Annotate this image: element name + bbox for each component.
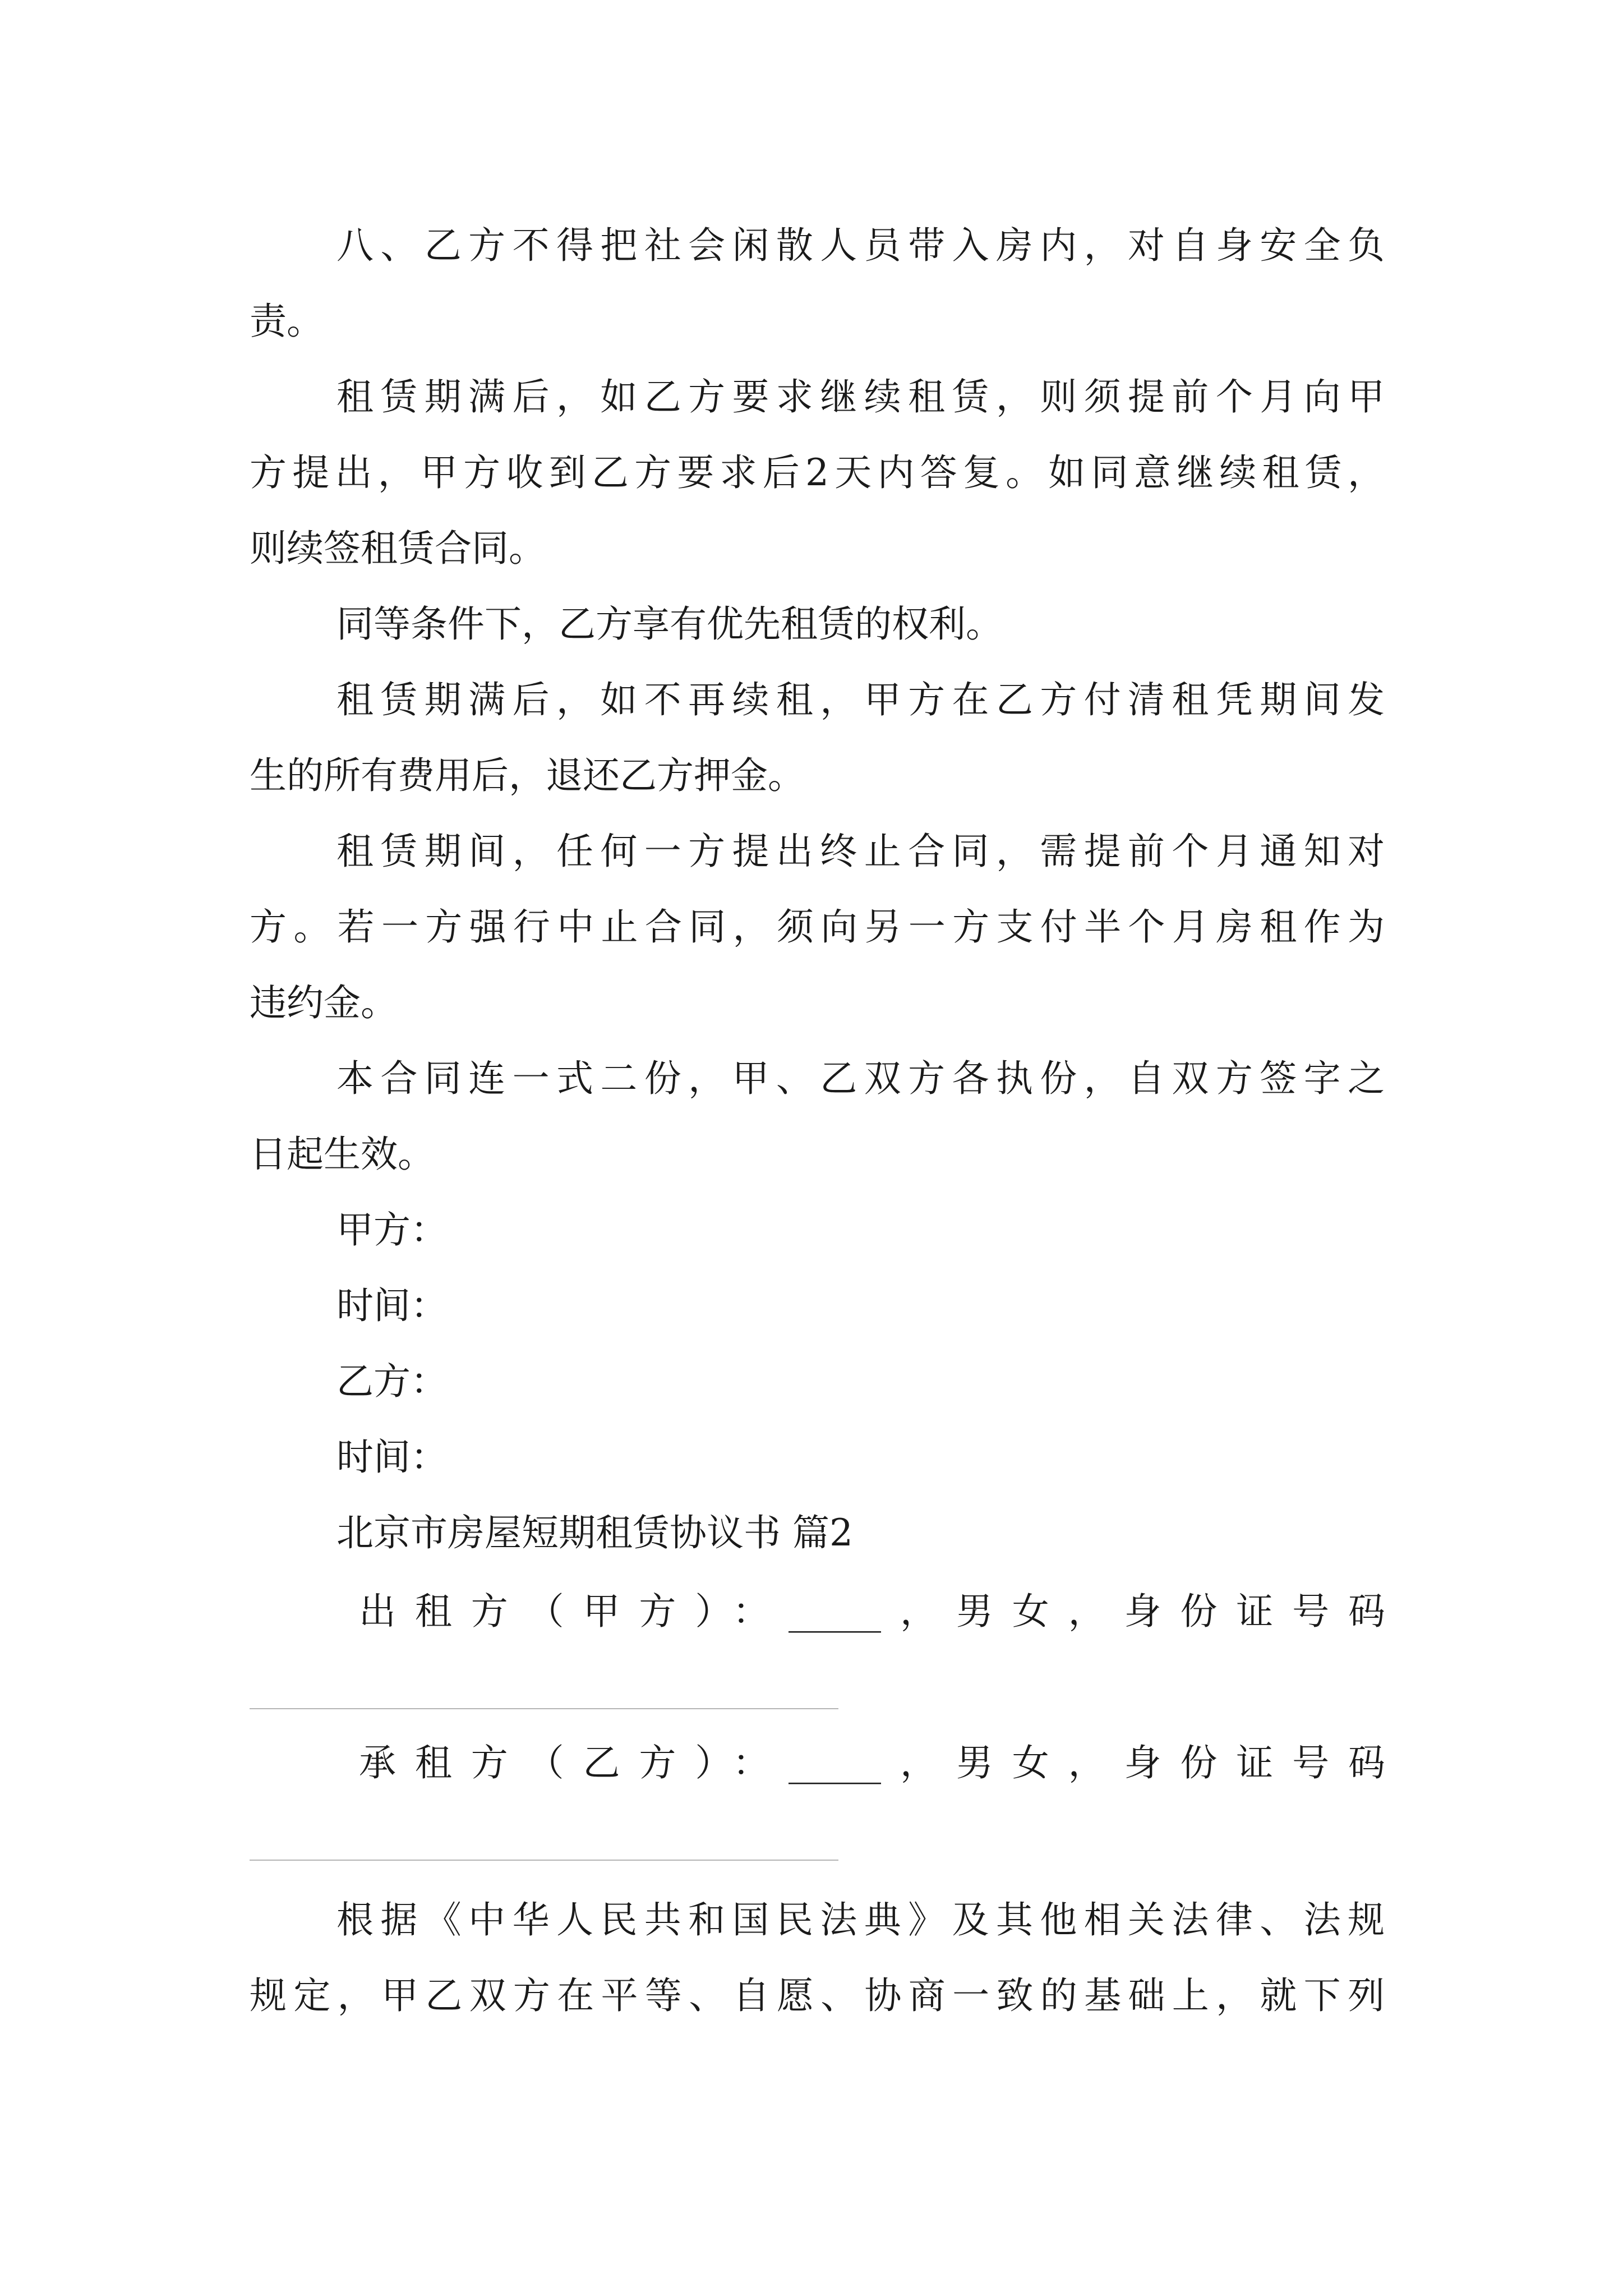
lessor-line: 出租方（甲方）：_____，男女，身份证号码	[359, 1590, 1385, 1633]
paragraph-line: 本合同连一式二份，甲、乙双方各执份，自双方签字之	[336, 1057, 1385, 1100]
paragraph-line: 同等条件下，乙方享有优先租赁的权利。	[336, 602, 1003, 646]
paragraph-line: 方。若一方强行中止合同，须向另一方支付半个月房租作为	[250, 905, 1385, 949]
paragraph-line: 责。	[250, 300, 324, 343]
paragraph-line: 根据《中华人民共和国民法典》及其他相关法律、法规	[336, 1898, 1385, 1941]
signature-party-a: 甲方：	[336, 1208, 448, 1251]
paragraph-line: 则续签租赁合同。	[250, 527, 546, 570]
paragraph-line: 租赁期间，任何一方提出终止合同，需提前个月通知对	[336, 830, 1385, 873]
underline-rule	[250, 1708, 838, 1709]
signature-time-a: 时间：	[336, 1284, 448, 1327]
paragraph-line: 生的所有费用后，退还乙方押金。	[250, 754, 805, 797]
paragraph-line: 租赁期满后，如乙方要求继续租赁，则须提前个月向甲	[336, 375, 1385, 418]
paragraph-line: 规定，甲乙双方在平等、自愿、协商一致的基础上，就下列	[250, 1974, 1385, 2017]
paragraph-line: 违约金。	[250, 981, 398, 1024]
paragraph-line: 租赁期满后，如不再续租，甲方在乙方付清租凭期间发	[336, 678, 1385, 721]
signature-party-b: 乙方：	[336, 1360, 448, 1403]
signature-time-b: 时间：	[336, 1435, 448, 1479]
section-title: 北京市房屋短期租赁协议书 篇2	[336, 1511, 853, 1554]
paragraph-line: 方提出，甲方收到乙方要求后2天内答复。如同意继续租赁，	[250, 451, 1385, 494]
paragraph-line: 八、乙方不得把社会闲散人员带入房内，对自身安全负	[336, 224, 1385, 267]
lessee-line: 承租方（乙方）：_____，男女，身份证号码	[359, 1741, 1385, 1784]
underline-rule	[250, 1860, 838, 1861]
paragraph-line: 日起生效。	[250, 1133, 435, 1176]
